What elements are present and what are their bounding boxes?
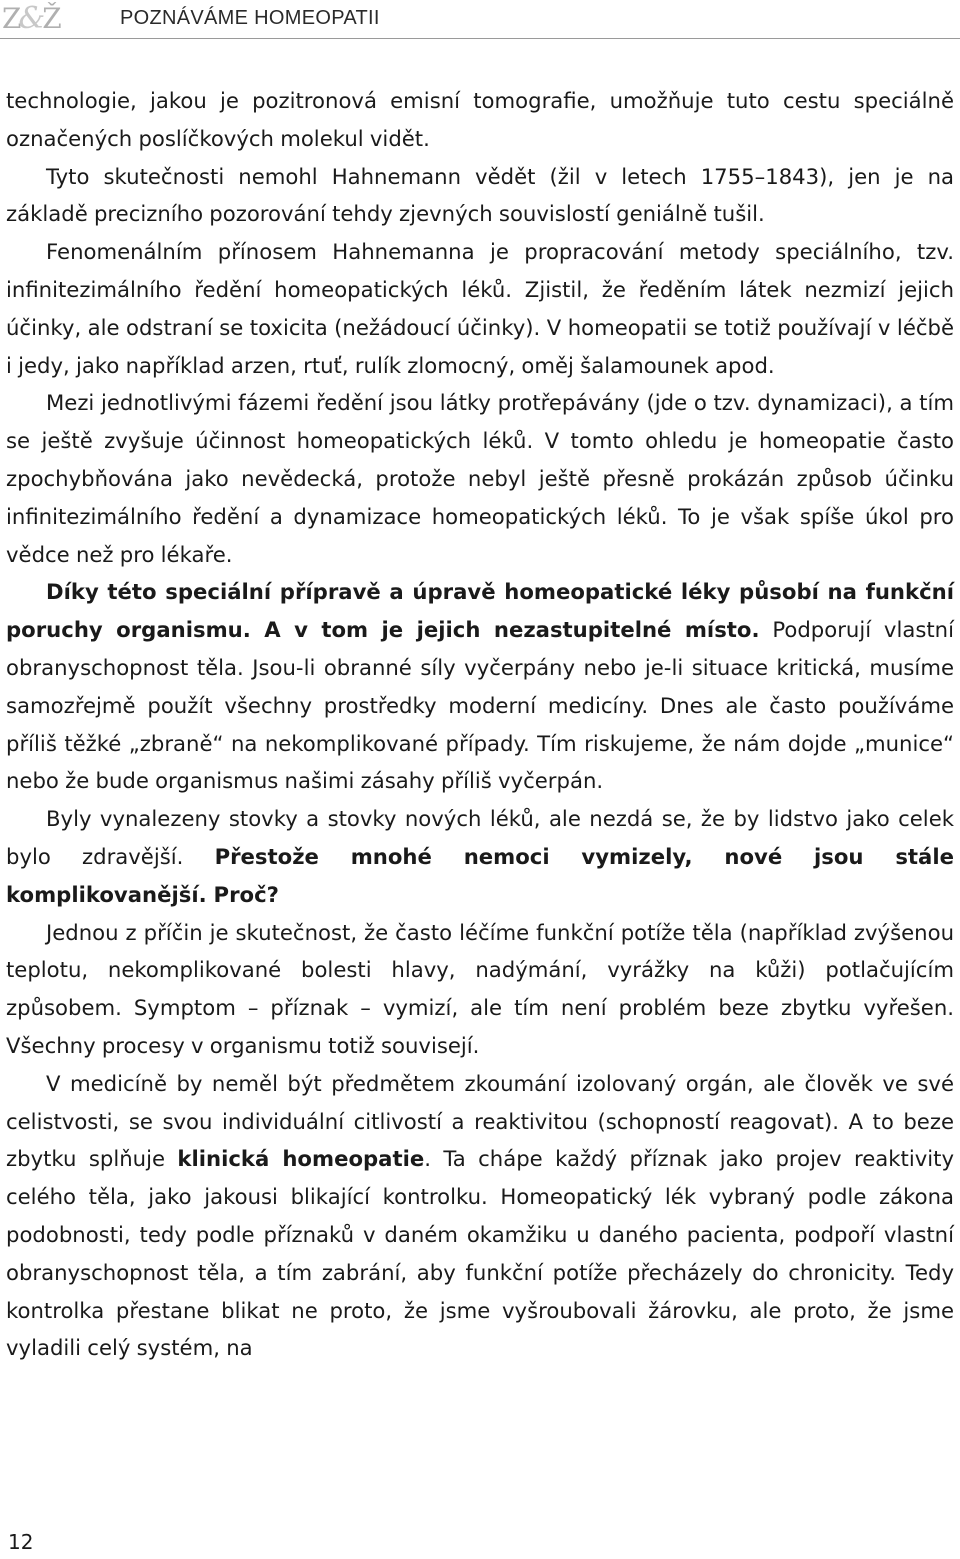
text-run: Mezi jednotlivými fázemi ředění jsou látky protřepávány (jde o tzv. dynamizaci), a tím se ještě zvyšuje účinnost homeopatických léků. V tomto ohledu je homeopatie často zpochybňována jako nevědecká, protože nebyl ještě přesně prokázán způsob účinku infinitezimálního ředění a dynamizace homeopatických léků. To je však spíše úkol pro vědce než pro lékaře. bbox=[6, 390, 954, 567]
running-title: POZNÁVÁME HOMEOPATII bbox=[120, 7, 380, 29]
paragraph bbox=[6, 233, 954, 384]
paragraph bbox=[6, 82, 954, 158]
paragraph bbox=[6, 158, 954, 234]
text-run: Jednou z příčin je skutečnost, že často léčíme funkční potíže těla (například zvýšenou teplotu, nekomplikované bolesti hlavy, nadýmání, vyrážky na kůži) potlačujícím způsobem. Symptom – příznak – vymizí, ale tím není problém beze zbytku vyřešen. Všechny procesy v organismu totiž souvisejí. bbox=[6, 919, 954, 1058]
bold-text: klinická homeopatie bbox=[177, 1146, 425, 1172]
text-run: Byly vynalezeny stovky a stovky nových léků, ale nezdá se, že by lidstvo jako celek bylo zdravější. bbox=[6, 806, 954, 869]
header-rule bbox=[0, 38, 960, 39]
paragraph bbox=[6, 914, 954, 1065]
publisher-logo bbox=[2, 2, 59, 36]
text-run: . Ta chápe každý příznak jako projev reaktivity celého těla, jako jakousi blikající kontrolku. Homeopatický lék vybraný podle zákona podobnosti, tedy podle příznaků v daném okamžiku u daného pacienta, podpoří vlastní obranyschopnost těla, a tím zabrání, aby funkční potíže přecházely do chronicity. Tedy kontrolka přestane blikat ne proto, že jsme vyšroubovali žárovku, ale proto, že jsme vyladili celý systém, na bbox=[6, 1146, 954, 1361]
paragraph bbox=[6, 384, 954, 573]
text-run: Tyto skutečnosti nemohl Hahnemann vědět (žil v letech 1755–1843), jen je na základě precizního pozorování tehdy zjevných souvislostí geniálně tušil. bbox=[6, 163, 954, 227]
page-number: 12 bbox=[8, 1530, 34, 1554]
logo-letter-z: Z bbox=[2, 2, 19, 35]
text-run: Fenomenálním přínosem Hahnemanna je propracování metody speciálního, tzv. infinitezimálního ředění homeopatických léků. Zjistil, že ředěním látek nezmizí jejich účinky, ale odstraní se toxicita (nežádoucí účinky). V homeopatii se totiž používají v léčbě i jedy, jako například arzen, rtuť, rulík zlomocný, oměj šalamounek apod. bbox=[6, 239, 954, 378]
logo-letter-zh: Ž bbox=[42, 2, 59, 35]
logo-ampersand: & bbox=[18, 1, 43, 36]
page-header bbox=[0, 0, 960, 40]
bold-text: Přestože mnohé nemoci vymizely, nové jsou stále komplikovanější. Proč? bbox=[6, 843, 954, 907]
paragraph bbox=[6, 573, 954, 800]
bold-text: Díky této speciální přípravě a úpravě homeopatické léky působí na funkční poruchy organismu. A v tom je jejich nezastupitelné místo. bbox=[6, 579, 954, 643]
text-run: V medicíně by neměl být předmětem zkoumání izolovaný orgán, ale člověk ve své celistvosti, se svou individuální citlivostí a reaktivitou (schopností reagovat). A to beze zbytku splňuje bbox=[6, 1070, 954, 1172]
text-run: Podporují vlastní obranyschopnost těla. Jsou-li obranné síly vyčerpány nebo je-li situace kritická, musíme samozřejmě použít všechny prostředky moderní medicíny. Dnes ale často používáme příliš těžké „zbraně“ na nekomplikované případy. Tím riskujeme, že nám dojde „munice“ nebo že bude organismus našimi zásahy příliš vyčerpán. bbox=[6, 617, 954, 794]
text-run: technologie, jakou je pozitronová emisní tomografie, umožňuje tuto cestu speciálně označených poslíčkových molekul vidět. bbox=[6, 88, 954, 151]
paragraph bbox=[6, 1065, 954, 1367]
paragraph bbox=[6, 800, 954, 913]
article-body bbox=[6, 82, 954, 1367]
